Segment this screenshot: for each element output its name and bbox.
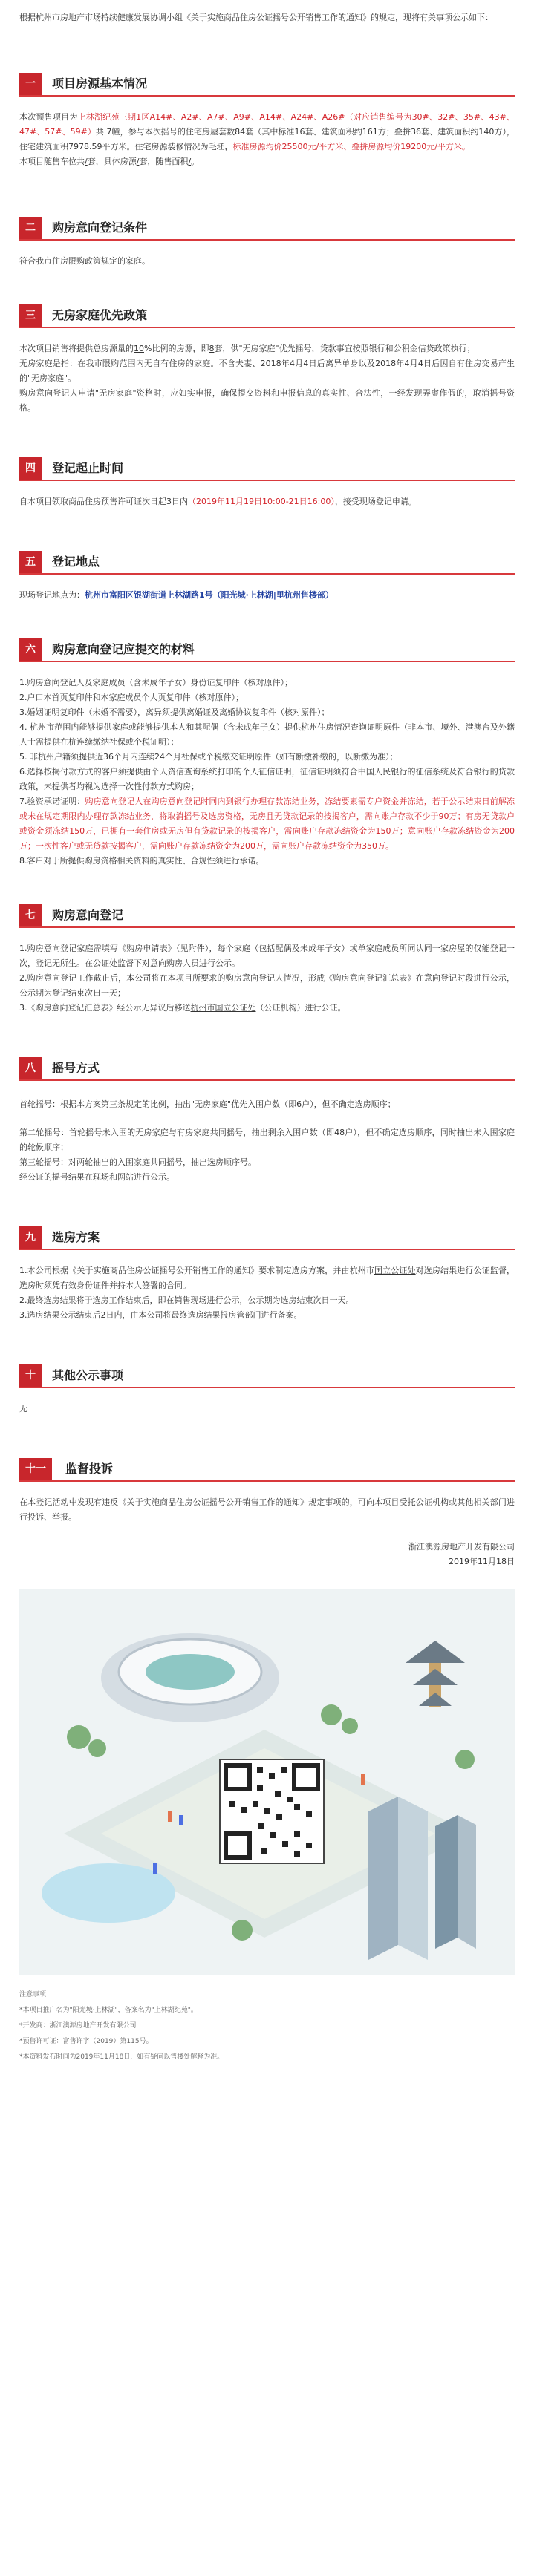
section-title: 选房方案: [52, 1230, 100, 1244]
s8-paragraph-4: 经公证的摇号结果在现场和网站进行公示。: [19, 1172, 175, 1182]
section-5-header: [19, 545, 515, 578]
promo-illustration: [19, 1589, 515, 1975]
section-4-header: [19, 451, 515, 484]
section-6-header: [19, 632, 515, 665]
city-illustration-image: [19, 1589, 515, 1975]
s3-paragraph-3: 购房意向登记人申请"无房家庭"资格时，应如实申报，确保提交资料和申报信息的真实性、合法性，一经发现弄虚作假的，取消摇号资格。: [19, 388, 515, 413]
s8-paragraph-3: 第三轮摇号：对两轮抽出的入围家庭共同摇号，抽出选房顺序号。: [19, 1157, 256, 1167]
section-number: 十: [19, 1364, 42, 1387]
s3-paragraph-1: 本次项目销售将提供总房源量的10%比例的房源，即8套，供"无房家庭"优先摇号，贷款事宜按照银行和公积金信贷政策执行；: [19, 344, 475, 353]
section-8-header: [19, 1051, 515, 1084]
section-title: 项目房源基本情况: [52, 76, 148, 91]
footer-note: *本项目推广名为"阳光城·上林湖"，备案名为"上林湖纪苑"。: [19, 2007, 198, 2014]
registration-period: （2019年11月19日10:00-21日16:00）: [188, 497, 335, 506]
section-3-header: [19, 298, 515, 331]
s6-item-7: 7.验资承诺证明：购房意向登记人在购房意向登记时同内到银行办理存款冻结业务，冻结要素需专户资金并冻结，若于公示结束日前解冻或未在规定期限内办理存款冻结业务，将取消摇号及选房资格，无房且无贷款记录的按揭客户，需向账户存款不少于90万；有房无贷款户或资金须冻结150万，已拥有一套住房或无房但有贷款记录的按揭客户，需向账户存款冻结资金为150万；意向账户存款冻结资金为200万；一次性客户或无贷款按揭客户，需向账户存款冻结资金为200万，需向账户存款冻结资金为350万。: [19, 797, 515, 851]
intro-paragraph: 根据杭州市房地产市场持续健康发展协调小组《关于实施商品住房公证摇号公开销售工作的通知》的规定，现将有关事项公示如下：: [19, 13, 493, 22]
section-1-header: [19, 67, 515, 99]
s9-item-1: 1.本公司根据《关于实施商品住房公证摇号公开销售工作的通知》要求制定选房方案，并由杭州市国立公证处对选房结果进行公证监督，选房时须凭有效身份证件并持本人签署的合同。: [19, 1266, 515, 1290]
section-number: 九: [19, 1226, 42, 1249]
section-10-header: [19, 1359, 515, 1391]
s8-paragraph-1: 首轮摇号：根据本方案第三条规定的比例，抽出"无房家庭"优先入围户数（即6户），但不确定选房顺序；: [19, 1099, 396, 1109]
s7-item-2: 2.购房意向登记工作截止后，本公司将在本项目所要求的购房意向登记人情况，形成《购房意向登记汇总表》在意向登记时段进行公示，公示期为登记结束次日一天；: [19, 973, 515, 998]
s2-paragraph: 符合我市住房限购政策规定的家庭。: [19, 256, 150, 266]
s10-paragraph: 无: [19, 1404, 27, 1413]
s6-item-3: 3.婚姻证明复印件（未婚不需要），离异须提供离婚证及离婚协议复印件（核对原件）；: [19, 707, 330, 717]
section-title: 登记地点: [52, 555, 100, 569]
registration-address: 杭州市富阳区银湖街道上林湖路1号（阳光城·上林湖|里杭州售楼部）: [85, 590, 333, 600]
s11-paragraph: 在本登记活动中发现有违反《关于实施商品住房公证摇号公开销售工作的通知》规定事项的，可向本项目受托公证机构或其他相关部门进行投诉、举报。: [19, 1497, 515, 1522]
footer-title: 注意事项: [19, 1991, 47, 1998]
section-number: 八: [19, 1057, 42, 1079]
s9-item-2: 2.最终选房结果将于选房工作结束后，即在销售现场进行公示，公示期为选房结束次日一天。: [19, 1295, 354, 1305]
footer-note: *预售许可证：富售许字（2019）第115号。: [19, 2038, 153, 2045]
section-11-header: [19, 1452, 515, 1485]
footer-note: *开发商：浙江澳源房地产开发有限公司: [19, 2022, 137, 2030]
section-number: 二: [19, 217, 42, 239]
deposit-requirements: 购房意向登记人在购房意向登记时同内到银行办理存款冻结业务，冻结要素需专户资金并冻结，若于公示结束日前解冻或未在规定期限内办理存款冻结业务，将取消摇号及选房资格，无房且无贷款记录的按揭客户，需向账户存款不少于90万；有房无贷款户或资金须冻结150万，已拥有一套住房或无房但有贷款记录的按揭客户，需向账户存款冻结资金为150万；意向账户存款冻结资金为200万；一次性客户或无贷款按揭客户，需向账户存款冻结资金为200万，需向账户存款冻结资金为350万。: [19, 797, 515, 851]
s6-item-8: 8.客户对于所提供购房资格相关资料的真实性、合规性须进行承诺。: [19, 856, 264, 866]
s6-item-4: 4. 杭州市范围内能够提供家庭或能够提供本人和其配偶（含未成年子女）提供杭州住房情况查询证明原件（非本市、境外、港澳台及外籍人士需提供在杭连续缴纳社保或个税证明）；: [19, 722, 515, 747]
section-number: 十一: [19, 1458, 52, 1480]
section-number: 六: [19, 638, 42, 661]
footer-notes: [19, 1990, 515, 2063]
s7-item-3: 3.《购房意向登记汇总表》经公示无异议后移送杭州市国立公证处（公证机构）进行公证。: [19, 1003, 346, 1013]
company-signature: 浙江澳源房地产开发有限公司: [408, 1542, 515, 1552]
s3-paragraph-2: 无房家庭是指：在我市限购范围内无自有住房的家庭。不含夫妻、2018年4月4日后离异单身以及2018年4月4日后因自有住房交易产生的"无房家庭"。: [19, 359, 515, 383]
section-title: 摇号方式: [52, 1061, 100, 1075]
section-number: 七: [19, 904, 42, 926]
footer-note: *本资料发布时间为2019年11月18日，如有疑问以售楼处解释为准。: [19, 2053, 224, 2061]
s7-item-1: 1.购房意向登记家庭需填写《购房申请表》（见附件），每个家庭（包括配偶及未成年子女）或单家庭成员所同认同一家房屋的仅能登记一次，登记无所生。在公证处监督下对意向购房人员进行公示。: [19, 944, 515, 968]
section-title: 登记起止时间: [52, 461, 124, 475]
section-7-header: [19, 898, 515, 931]
section-number: 三: [19, 304, 42, 327]
s1-average-price: 标准房源均价25500元/平方米、叠拼房源均价19200元/平方米。: [232, 142, 470, 151]
s1-building-list: 上林湖纪苑三期1区A14#、A2#、A7#、A9#、A14#、A24#、A26#（对应销售编号为30#、32#、35#、43#、47#、57#、59#）: [19, 112, 515, 137]
section-number: 五: [19, 551, 42, 573]
section-title: 购房意向登记条件: [52, 220, 148, 235]
s6-item-2: 2.户口本首页复印件和本家庭成员个人页复印件（核对原件）；: [19, 693, 244, 702]
s8-paragraph-2: 第二轮摇号：首轮摇号未入围的无房家庭与有房家庭共同摇号，抽出剩余入围户数（即48户），但不确定选房顺序，同时抽出未入围家庭的轮候顺序；: [19, 1128, 515, 1152]
section-2-header: [19, 211, 515, 243]
s6-item-1: 1.购房意向登记人及家庭成员（含未成年子女）身份证复印件（核对原件）；: [19, 678, 293, 687]
s6-item-5: 5. 非杭州户籍须提供近36个月内连续24个月社保或个税缴交证明原件（如有断缴补缴的，以断缴为准）；: [19, 752, 398, 762]
s5-paragraph: 现场登记地点为：杭州市富阳区银湖街道上林湖路1号（阳光城·上林湖|里杭州售楼部）: [19, 590, 333, 600]
section-number: 四: [19, 457, 42, 480]
s9-item-3: 3.选房结果公示结束后2日内，由本公司将最终选房结果报房管部门进行备案。: [19, 1310, 302, 1320]
signature-date: 2019年11月18日: [449, 1557, 515, 1566]
section-number: 一: [19, 73, 42, 95]
s1-paragraph-1: 本次预售项目为上林湖纪苑三期1区A14#、A2#、A7#、A9#、A14#、A24#、A26#（对应销售编号为30#、32#、35#、43#、47#、57#、59#）共 7幢，参与本次摇号的住宅房屋套数84套（其中标准16套、建筑面积约161方；叠拼36套、建筑面积约140方），住宅建筑面积7978.59平方米。住宅房源装修情况为毛坯，标准房源均价25500元/平方米、叠拼房源均价19200元/平方米。: [19, 112, 515, 151]
section-title: 无房家庭优先政策: [52, 308, 148, 322]
section-title: 购房意向登记: [52, 908, 124, 922]
section-title: 监督投诉: [65, 1462, 114, 1476]
section-9-header: [19, 1220, 515, 1253]
s1-paragraph-2: 本项目随售车位共/套，具体房源/套，随售面积/。: [19, 157, 200, 166]
s4-paragraph: 自本项目领取商品住房预售许可证次日起3日内（2019年11月19日10:00-21日16:00），接受现场登记申请。: [19, 497, 417, 506]
section-title: 购房意向登记应提交的材料: [52, 642, 195, 656]
section-title: 其他公示事项: [52, 1368, 124, 1382]
s6-item-6: 6.选择按揭付款方式的客户须提供由个人资信查询系统打印的个人征信证明，征信证明须符合中国人民银行的征信系统及符合银行的贷款政策，未提供者均视为选择一次性付款方式购房；: [19, 767, 515, 791]
